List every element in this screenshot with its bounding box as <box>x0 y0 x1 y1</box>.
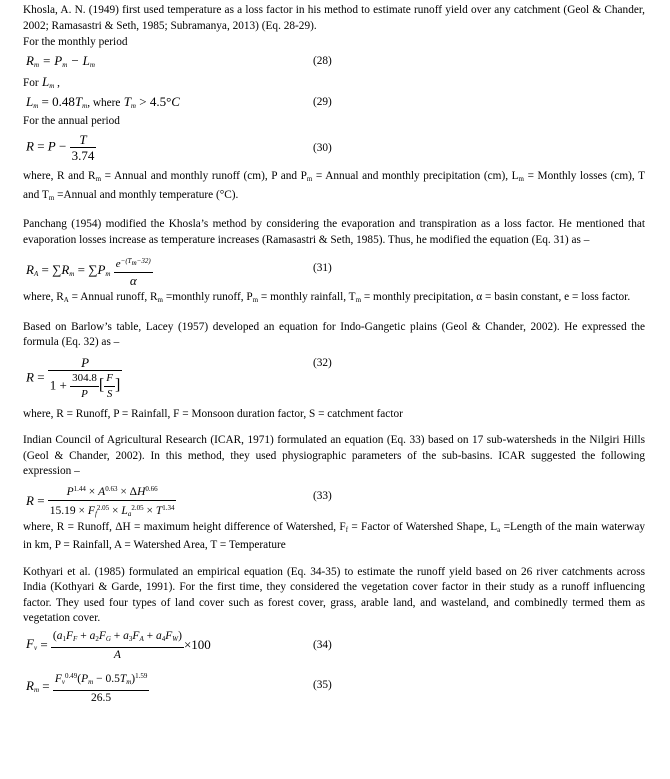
panchang-where-3: =monthly runoff, P <box>165 291 253 303</box>
equation-31: $R_A = \sum R_m = \sum P_m$ $\frac{e^{-(T_m-32)}}{\alpha}$ (31) <box>23 248 645 290</box>
for-label: For <box>23 77 39 89</box>
equation-34-number: (34) <box>313 638 332 651</box>
where-word: , where <box>87 97 121 109</box>
fv-exponent: 0.49 <box>65 671 78 680</box>
t-coefficient: 0.5 <box>105 672 120 685</box>
monthly-label: For the monthly period <box>23 36 128 48</box>
annual-label: For the annual period <box>23 115 120 127</box>
panchang-where-1: where, R <box>23 291 64 303</box>
icar-coefficient: 15.19 <box>49 504 76 517</box>
khosla-intro: Khosla, A. N. (1949) first used temperature as a loss factor in his method to estimate runoff yield over any catchment (Geol & Chander, 2002; Ramasastri & Seth, 1985; Subramanya, 2013) (Eq. 28-29). <box>23 4 645 32</box>
outer-exponent: 1.59 <box>135 671 148 680</box>
khosla-where-4: = Monthly losses (cm), T and T <box>23 170 646 201</box>
icar-where: where, R = Runoff, ΔH = maximum height difference of Watershed, $F_f$ = Factor of Watershed Shape, $L_a$ =Length of the main waterway in km, P = Rainfall, A = Watershed Area, T = Temperature <box>23 520 645 551</box>
equation-35-number: (35) <box>313 678 332 691</box>
equation-28-number: (28) <box>313 55 332 67</box>
equation-32-number: (32) <box>313 356 332 369</box>
times-100: ×100 <box>183 636 211 652</box>
icar-paragraph: Indian Council of Agricultural Research (ICAR, 1971) formulated an equation (Eq. 33) based on 17 sub-watersheds in the Nilgiri Hills (Geol & Chander, 2002). In this method, they used physiographic parameters of the sub-basins. ICAR suggested the following expression – <box>23 434 645 477</box>
panchang-where: where, $R_A$ = Annual runoff, $R_m$ =monthly runoff, $P_m$ = monthly rainfall, $T_m$ = monthly precipitation, α = basin constant, e = loss factor. <box>23 291 631 304</box>
t-exponent: 1.34 <box>162 503 175 512</box>
equation-31-number: (31) <box>313 262 332 274</box>
h-exponent: 0.66 <box>145 484 158 493</box>
lacey-paragraph: Based on Barlow’s table, Lacey (1957) developed an equation for Indo-Gangetic plains (Geol & Chander, 2002). He expressed the formula (Eq. 32) as – <box>23 320 645 348</box>
kothyari-paragraph: Kothyari et al. (1985) formulated an empirical equation (Eq. 34-35) to estimate the runoff yield based on 26 river catchments across India (Kothyari & Garde, 1991). For the first time, they considered the vegetation cover factor in their study as a runoff influencing factor. They used four types of land cover such as forest cover, grass, arable land, and wasteland, and combinedly termed them as vegetation cover. <box>23 565 645 624</box>
icar-where-3: =Length of the main waterway in km, P = Rainfall, A = Watershed Area, T = Temperature <box>23 520 645 551</box>
equation-29: $L_m = 0.48T_m$, where $T_m > 4.5^\circ C$ (29) <box>26 94 332 110</box>
equation-30: R = P − $\frac{T}{3.74}$ (30) <box>26 132 332 163</box>
a-exponent: 0.63 <box>105 484 118 493</box>
runoff-divisor: 26.5 <box>91 691 112 704</box>
khosla-where-1: where, R and R <box>23 170 96 182</box>
panchang-where-4: = monthly rainfall, T <box>260 291 356 303</box>
panchang-where-5: = monthly precipitation, α = basin constant, e = loss factor. <box>363 291 631 303</box>
icar-where-1: where, R = Runoff, ΔH = maximum height difference of Watershed, F <box>23 520 346 533</box>
equation-30-number: (30) <box>313 142 332 154</box>
temp-threshold: 4.5 <box>149 94 167 109</box>
panchang-paragraph: Panchang (1954) modified the Khosla’s method by considering the evaporation and transpiration as a loss factor. He mentioned that evaporation losses increase as temperature increases (Ramasastri & Seth, 1985). Thus, he modified the equation (Eq. 31) as – <box>23 218 645 246</box>
equation-33-number: (33) <box>313 489 332 502</box>
f-exponent: 2.05 <box>96 503 110 512</box>
lacey-where: where, R = Runoff, P = Rainfall, F = Monsoon duration factor, S = catchment factor <box>23 407 403 420</box>
icar-where-2: = Factor of Watershed Shape, L <box>351 520 498 533</box>
p-exponent: 1.44 <box>73 484 86 493</box>
lacey-constant: 304.8 <box>70 371 99 387</box>
document-body <box>23 0 645 707</box>
for-lm-line: For $L_m$ , <box>23 74 60 90</box>
equation-28: $R_m = P_m - L_m$ (28) <box>26 53 332 69</box>
lm-coefficient: 0.48 <box>52 94 75 109</box>
khosla-where-3: = Annual and monthly precipitation (cm), L <box>315 170 519 182</box>
equation-32: R = P 1 + $\frac{304.8}{P}$ [ $\frac{F}{S}$ ] (32) <box>26 354 332 400</box>
annual-divisor: 3.74 <box>71 148 95 163</box>
khosla-where-5: =Annual and monthly temperature (°C). <box>57 188 239 201</box>
exp-constant: 32 <box>141 257 149 265</box>
khosla-where-2: = Annual and monthly runoff (cm), P and P <box>104 170 307 182</box>
equation-29-number: (29) <box>313 96 332 108</box>
l-exponent: 2.05 <box>131 503 144 512</box>
equation-33: R = $\frac{P^{1.44} \times A^{0.63} \times \Delta H^{0.66}}{15.19 \times F_f^{2.05} \times L_a^{2.05} \times T^{1.34}}$ (33) <box>23 480 645 520</box>
panchang-where-2: = Annual runoff, R <box>71 291 158 303</box>
khosla-where: where, R and $R_m$ = Annual and monthly runoff (cm), P and $P_m$ = Annual and monthly precipitation (cm), $L_m$ = Monthly losses (cm), T and $T_m$ =Annual and monthly temperature (°C). <box>23 170 646 202</box>
equation-34: $F_v$ = $\frac{(a_1F_F + a_2F_G + a_3F_A + a_4F_W)}{A}$ ×100 (34) <box>26 629 332 661</box>
equation-35: $R_m$ = $\frac{F_v^{0.49}(P_m - 0.5T_m)^{1.59}}{26.5}$ (35) <box>23 667 645 707</box>
